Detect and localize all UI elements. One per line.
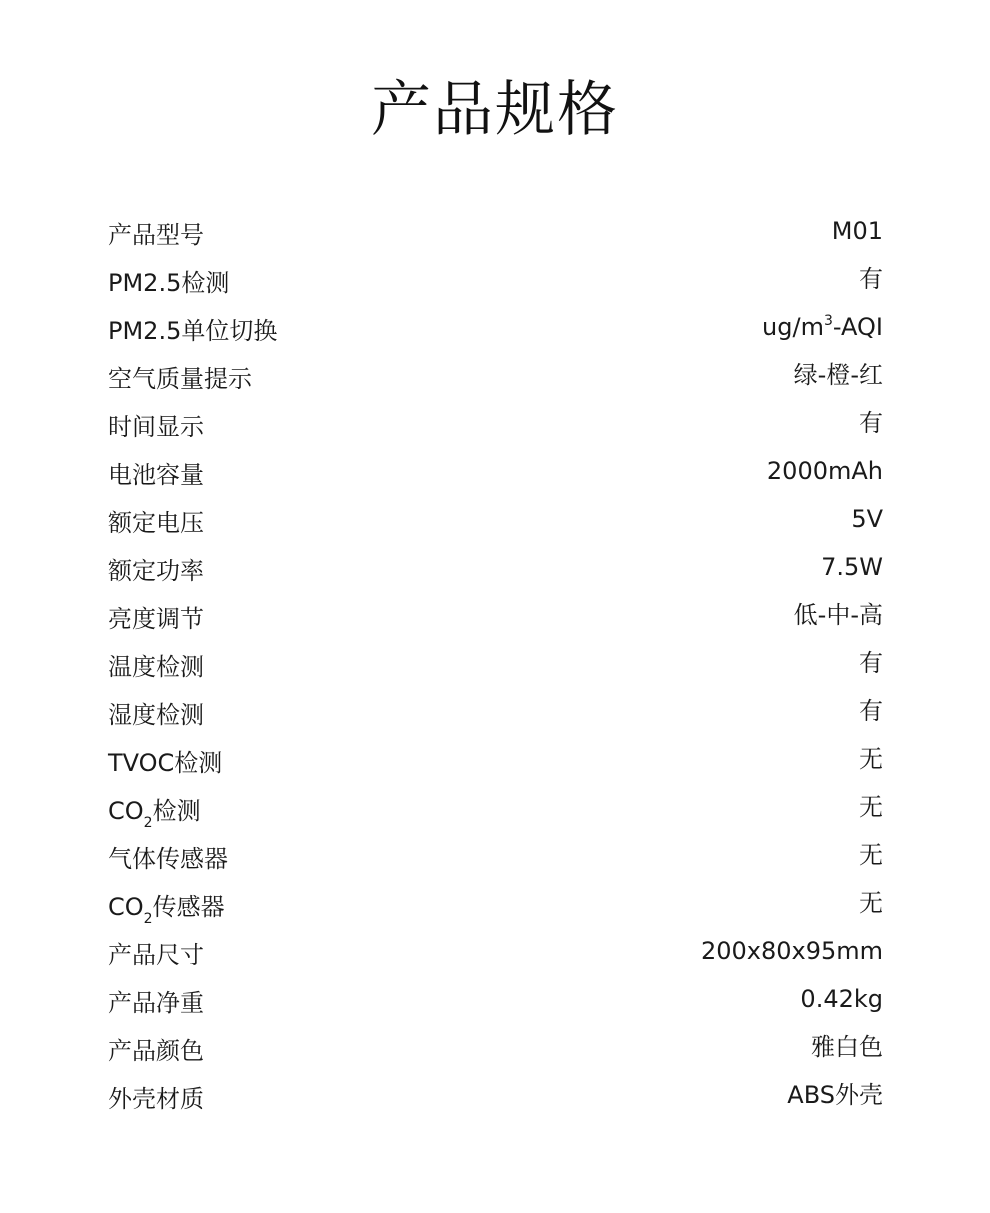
spec-label: 亮度调节 [108,605,204,633]
spec-label [108,892,225,927]
spec-row-tvoc [108,738,883,786]
spec-value: 无 [859,889,883,917]
spec-row-pm25-detection [108,258,883,306]
spec-value: 无 [859,793,883,821]
page-title: 产品规格 [371,75,619,145]
spec-label: PM2.5单位切换 [108,317,278,345]
spec-row-pm25-unit-switch [108,306,883,354]
spec-value: ABS外壳 [787,1081,883,1109]
spec-row-battery-capacity [108,450,883,498]
spec-row-air-quality-indicator [108,354,883,402]
spec-row-brightness [108,594,883,642]
value-superscript: 3 [823,313,833,329]
spec-value: 有 [859,697,883,725]
spec-label: 外壳材质 [108,1085,204,1113]
spec-label: 额定功率 [108,557,204,585]
spec-label: 空气质量提示 [108,365,252,393]
spec-label: 产品尺寸 [108,941,204,969]
spec-label: 温度检测 [108,653,204,681]
spec-label: TVOC检测 [108,749,223,777]
spec-value: 2000mAh [766,457,883,485]
spec-label: 湿度检测 [108,701,204,729]
spec-row-temperature [108,642,883,690]
spec-value: 绿-橙-红 [793,361,883,389]
spec-label [108,796,201,831]
spec-row-net-weight [108,978,883,1026]
label-subscript: 2 [143,815,153,831]
spec-label: 时间显示 [108,413,204,441]
spec-table [108,210,883,1122]
value-suffix: -AQI [832,313,883,341]
spec-value: 无 [859,745,883,773]
spec-row-color [108,1026,883,1074]
spec-row-humidity [108,690,883,738]
spec-row-time-display [108,402,883,450]
spec-row-model [108,210,883,258]
label-prefix: CO [108,893,144,921]
spec-value: 200x80x95mm [700,937,883,965]
spec-label: 产品型号 [108,221,204,249]
spec-label: 产品颜色 [108,1037,204,1065]
value-unit: ug/m [762,313,824,341]
spec-value: 雅白色 [811,1033,883,1061]
spec-value: 0.42kg [800,985,883,1013]
spec-row-rated-voltage [108,498,883,546]
spec-row-shell-material [108,1074,883,1122]
spec-value: 有 [859,265,883,293]
spec-value: 有 [859,409,883,437]
spec-label: 产品净重 [108,989,204,1017]
label-suffix: 检测 [152,797,201,825]
spec-value: 有 [859,649,883,677]
spec-label: 电池容量 [108,461,204,489]
spec-row-dimensions [108,930,883,978]
spec-value: M01 [831,217,883,245]
label-suffix: 传感器 [152,893,225,921]
spec-row-gas-sensor [108,834,883,882]
spec-value: 5V [851,505,883,533]
spec-value: 无 [859,841,883,869]
spec-value: 低-中-高 [793,601,883,629]
label-subscript: 2 [143,911,153,927]
spec-row-rated-power [108,546,883,594]
spec-value: 7.5W [821,553,883,581]
spec-label: 气体传感器 [108,845,228,873]
spec-row-co2-sensor [108,882,883,930]
spec-value [762,312,883,342]
spec-row-co2-detection [108,786,883,834]
label-prefix: CO [108,797,144,825]
spec-label: PM2.5检测 [108,269,230,297]
spec-label: 额定电压 [108,509,204,537]
